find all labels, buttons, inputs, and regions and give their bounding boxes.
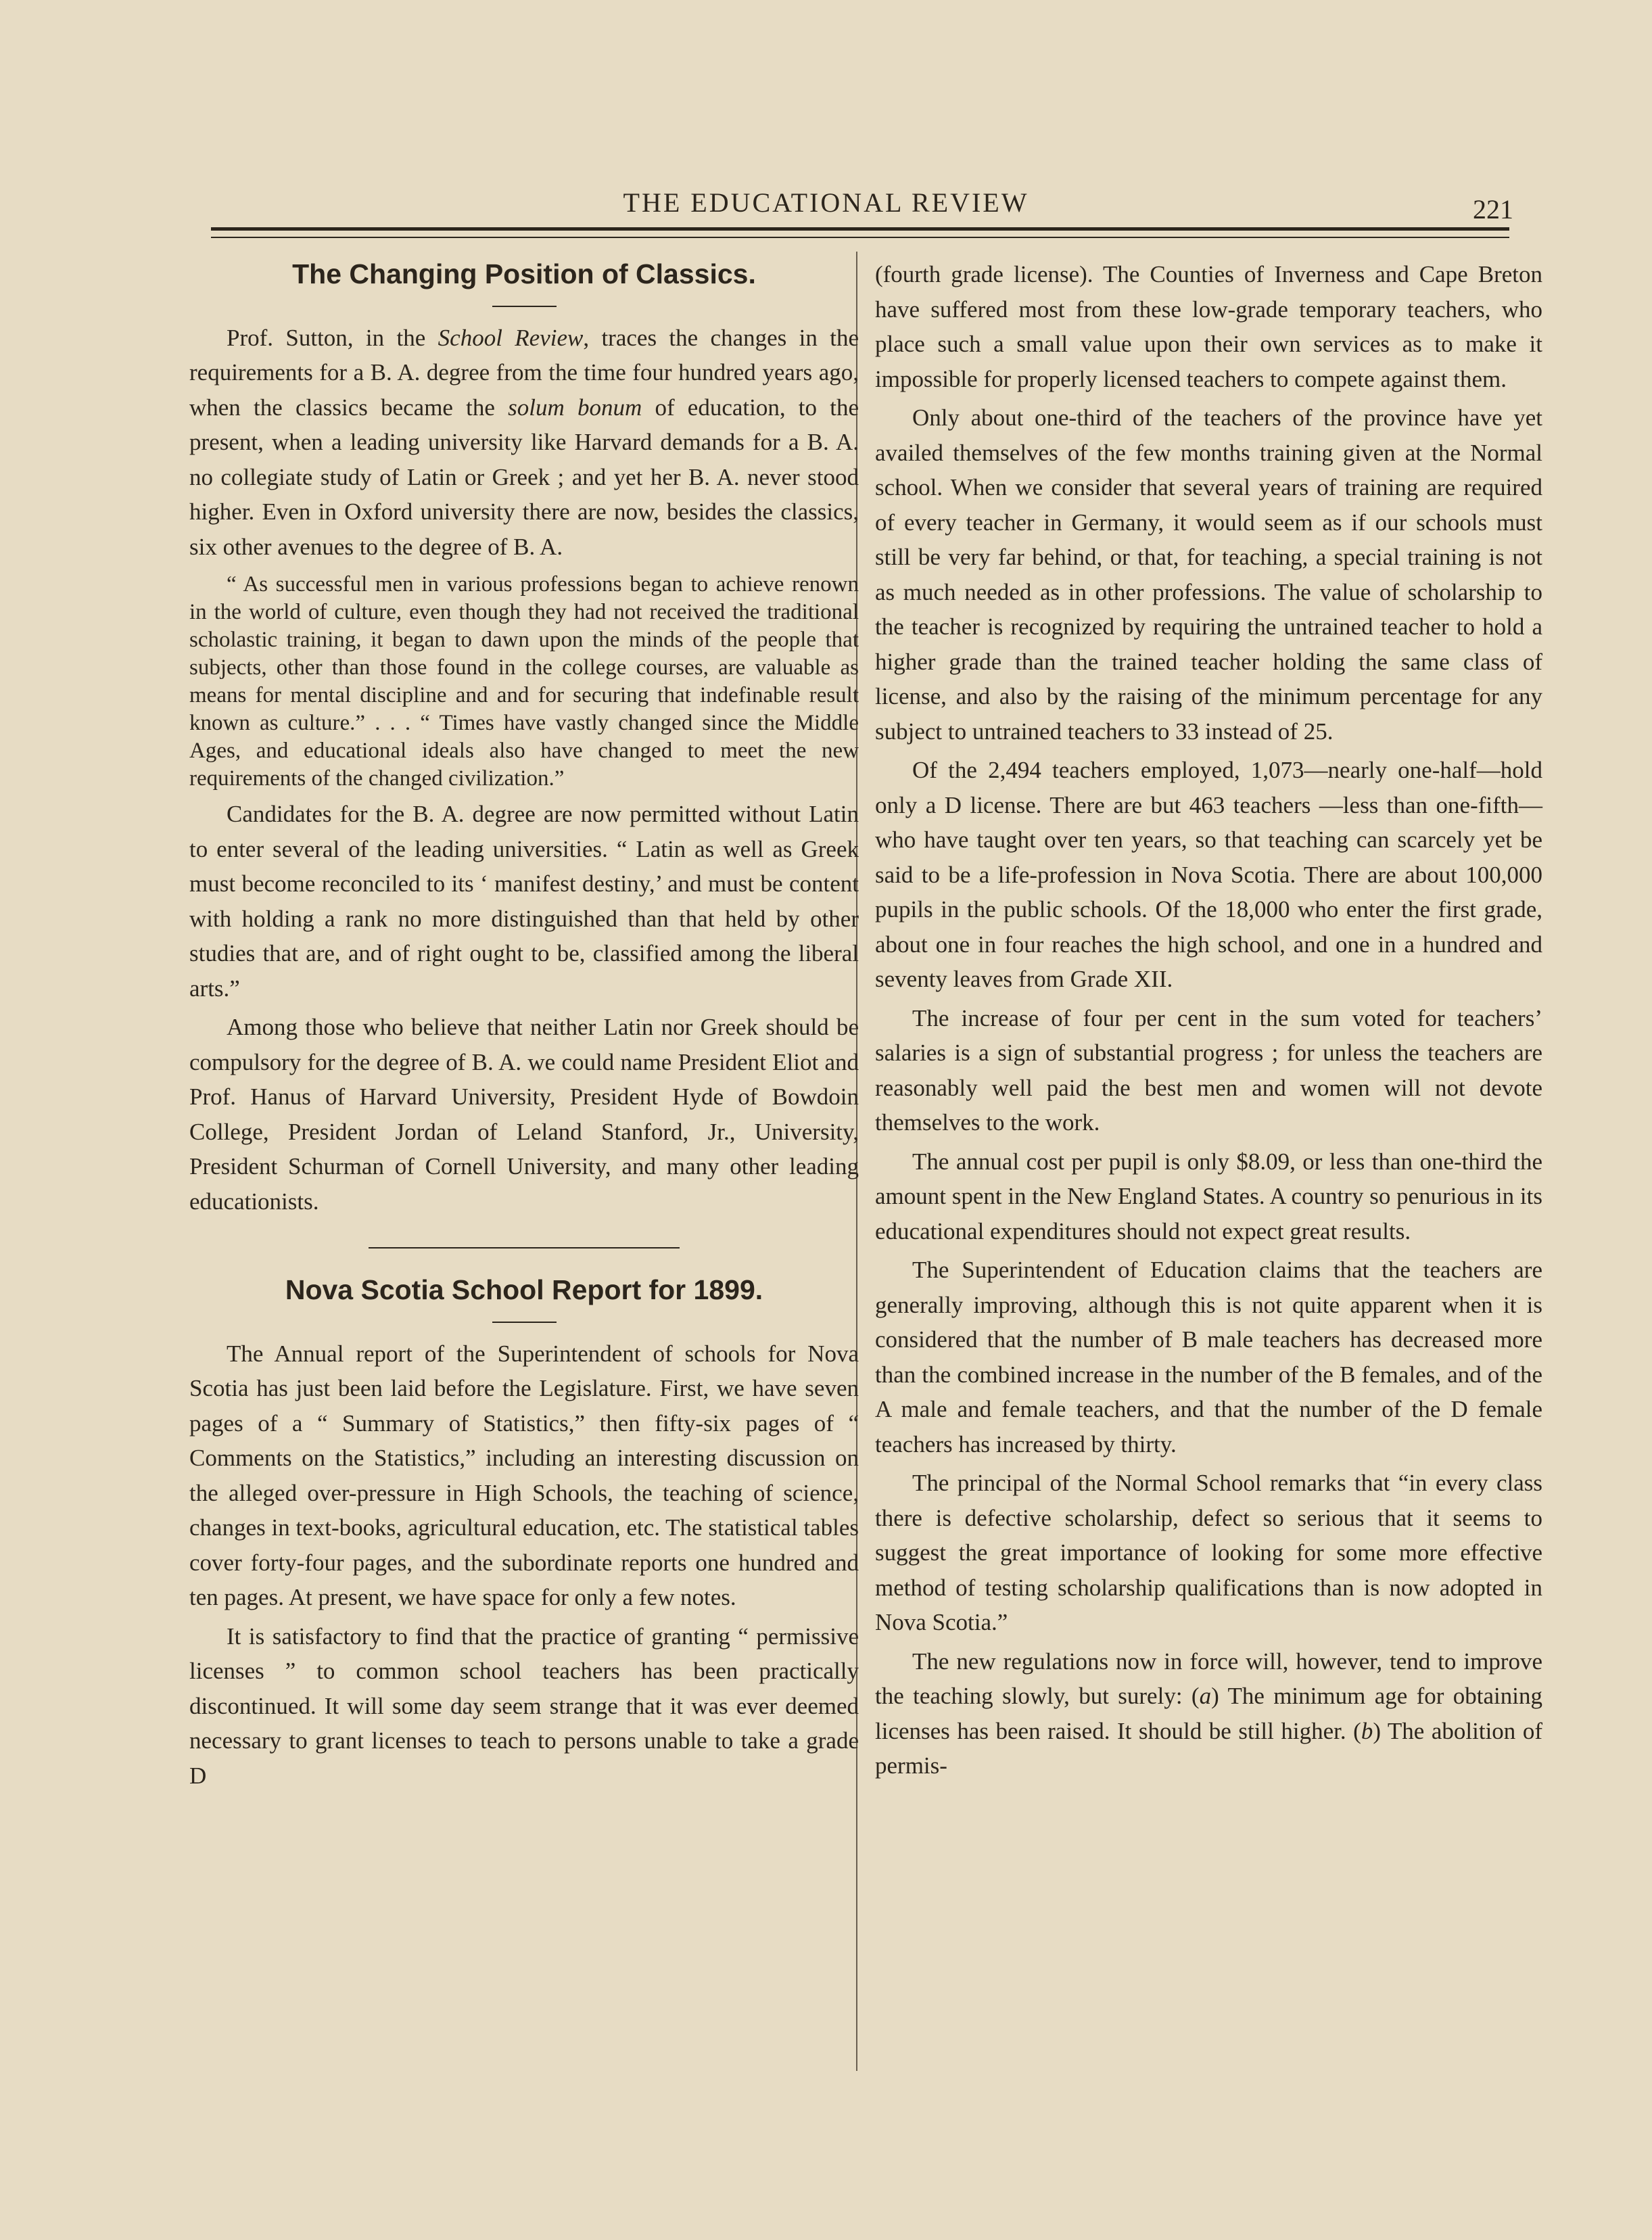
paragraph: The principal of the Normal School remarks that “in every class there is defective scholarship, defect so serious that it seems to suggest the great importance of looking for some more effective method of testing scholarship qualifications than is now adopted in Nova Scotia.” xyxy=(875,1470,1542,1635)
paragraph: Only about one-third of the teachers of the province have yet availed themselves of the few months training given at the Normal school. When we consider that several years of training are required of every teacher in Germany, it would seem as if our schools must still be very far behind, or that, for teaching, a special training is not as much needed as in other professions. The value of scholarship to the teacher is recognized by requiring the untrained teacher to hold a higher grade than the trained teacher holding the same class of license, and also by the raising of the minimum percentage for any subject to untrained teachers to 33 instead of 25. xyxy=(875,404,1542,745)
paragraph: Among those who believe that neither Latin nor Greek should be compulsory for the degree of B. A. we could name President Eliot and Prof. Hanus of Harvard University, President Hyde of Bowdoin College, President Jordan of Leland Stanford, Jr., University, President Schurman of Cornell University, and many other leading educationists. xyxy=(189,1014,859,1215)
paragraph: Of the 2,494 teachers employed, 1,073—nearly one-half—hold only a D license. There are but 463 teachers —less than one-fifth—who have taught over ten years, so that teaching can scarcely yet be said to be a life-profession in Nova Scotia. There are about 100,000 pupils in the public schools. Of the 18,000 who enter the first grade, about one in four reaches the high school, and one in a hundred and seventy leaves from Grade XII. xyxy=(875,757,1542,992)
header-rule-thick xyxy=(211,227,1509,231)
paragraph: The increase of four per cent in the sum voted for teachers’ salaries is a sign of substantial progress ; for unless the teachers are reasonably well paid the best men and women will not devote themselves to the work. xyxy=(875,1004,1542,1136)
paragraph-continued: (fourth grade license). The Counties of Inverness and Cape Breton have suffered most from these low-grade temporary teachers, who place such a small value upon their own services as to make it impossible for properly licensed teachers to compete against them. xyxy=(875,261,1542,392)
block-quote: “ As successful men in various professions began to achieve renown in the world of culture, even though they had not received the traditional scholastic training, it began to dawn upon the minds of the people that subjects, other than those found in the college courses, are valuable as means for mental discipline and and for securing that indefinable result known as culture.” . . . “ Times have vastly changed since the Middle Ages, and educational ideals also have changed to meet the new requirements of the changed civilization.” xyxy=(189,572,859,791)
paragraph: The Annual report of the Superintendent of schools for Nova Scotia has just been laid before the Legislature. First, we have seven pages of a “ Summary of Statistics,” then fifty-six pages of “ Comments on the Statistics,” including an interesting discussion on the alleged over-pressure in High Schools, the teaching of science, changes in text-books, agricultural education, etc. The statistical tables cover forty-four pages, and the subordinate reports one hundred and ten pages. At present, we have space for only a few notes. xyxy=(189,1340,859,1610)
paragraph: It is satisfactory to find that the practice of granting “ permissive licenses ” to common school teachers has been practically discontinued. It will some day seem strange that it was ever deemed necessary to grant licenses to teach to persons unable to take a grade D xyxy=(189,1623,859,1789)
paragraph: The annual cost per pupil is only $8.09, or less than one-third the amount spent in the New England States. A country so penurious in its educational expenditures should not expect great results. xyxy=(875,1148,1542,1244)
latin-phrase: solum bonum xyxy=(508,394,642,421)
right-column xyxy=(875,257,1542,1783)
section-separator xyxy=(369,1247,680,1249)
section-title-classics: The Changing Position of Classics. xyxy=(292,258,756,289)
paragraph: Candidates for the B. A. degree are now permitted without Latin to enter several of the leading universities. “ Latin as well as Greek must become reconciled to its ‘ manifest destiny,’ and must be content with holding a rank no more distinguished than that held by other studies that are, and of right ought to be, classified among the liberal arts.” xyxy=(189,801,859,1002)
page-number: 221 xyxy=(1473,194,1513,225)
left-column xyxy=(189,257,859,1793)
paragraph: The Superintendent of Education claims that the teachers are generally improving, although this is not quite apparent when it is considered that the number of B male teachers has decreased more than the combined increase in the number of the B females, and of the A male and female teachers, and that the number of the D female teachers has increased by thirty. xyxy=(875,1257,1542,1457)
title-rule xyxy=(492,1322,557,1323)
paragraph: Prof. Sutton, in the School Review, traces the changes in the requirements for a B. A. degree from the time four hundred years ago, when the classics became the solum bonum of education, to the present, when a leading university like Harvard demands for a B. A. no collegiate study of Latin or Greek ; and yet her B. A. never stood higher. Even in Oxford university there are now, besides the classics, six other avenues to the degree of B. A. xyxy=(189,324,859,560)
running-head: THE EDUCATIONAL REVIEW xyxy=(623,187,1029,218)
header-rule-thin xyxy=(211,237,1509,238)
section-title-nova-scotia: Nova Scotia School Report for 1899. xyxy=(285,1274,763,1305)
journal-title: School Review xyxy=(438,324,584,351)
title-rule xyxy=(492,306,557,307)
paragraph: The new regulations now in force will, however, tend to improve the teaching slowly, but surely: (a) The minimum age for obtaining licenses has been raised. It should be still higher. (b) The abolition of permis- xyxy=(875,1648,1542,1779)
